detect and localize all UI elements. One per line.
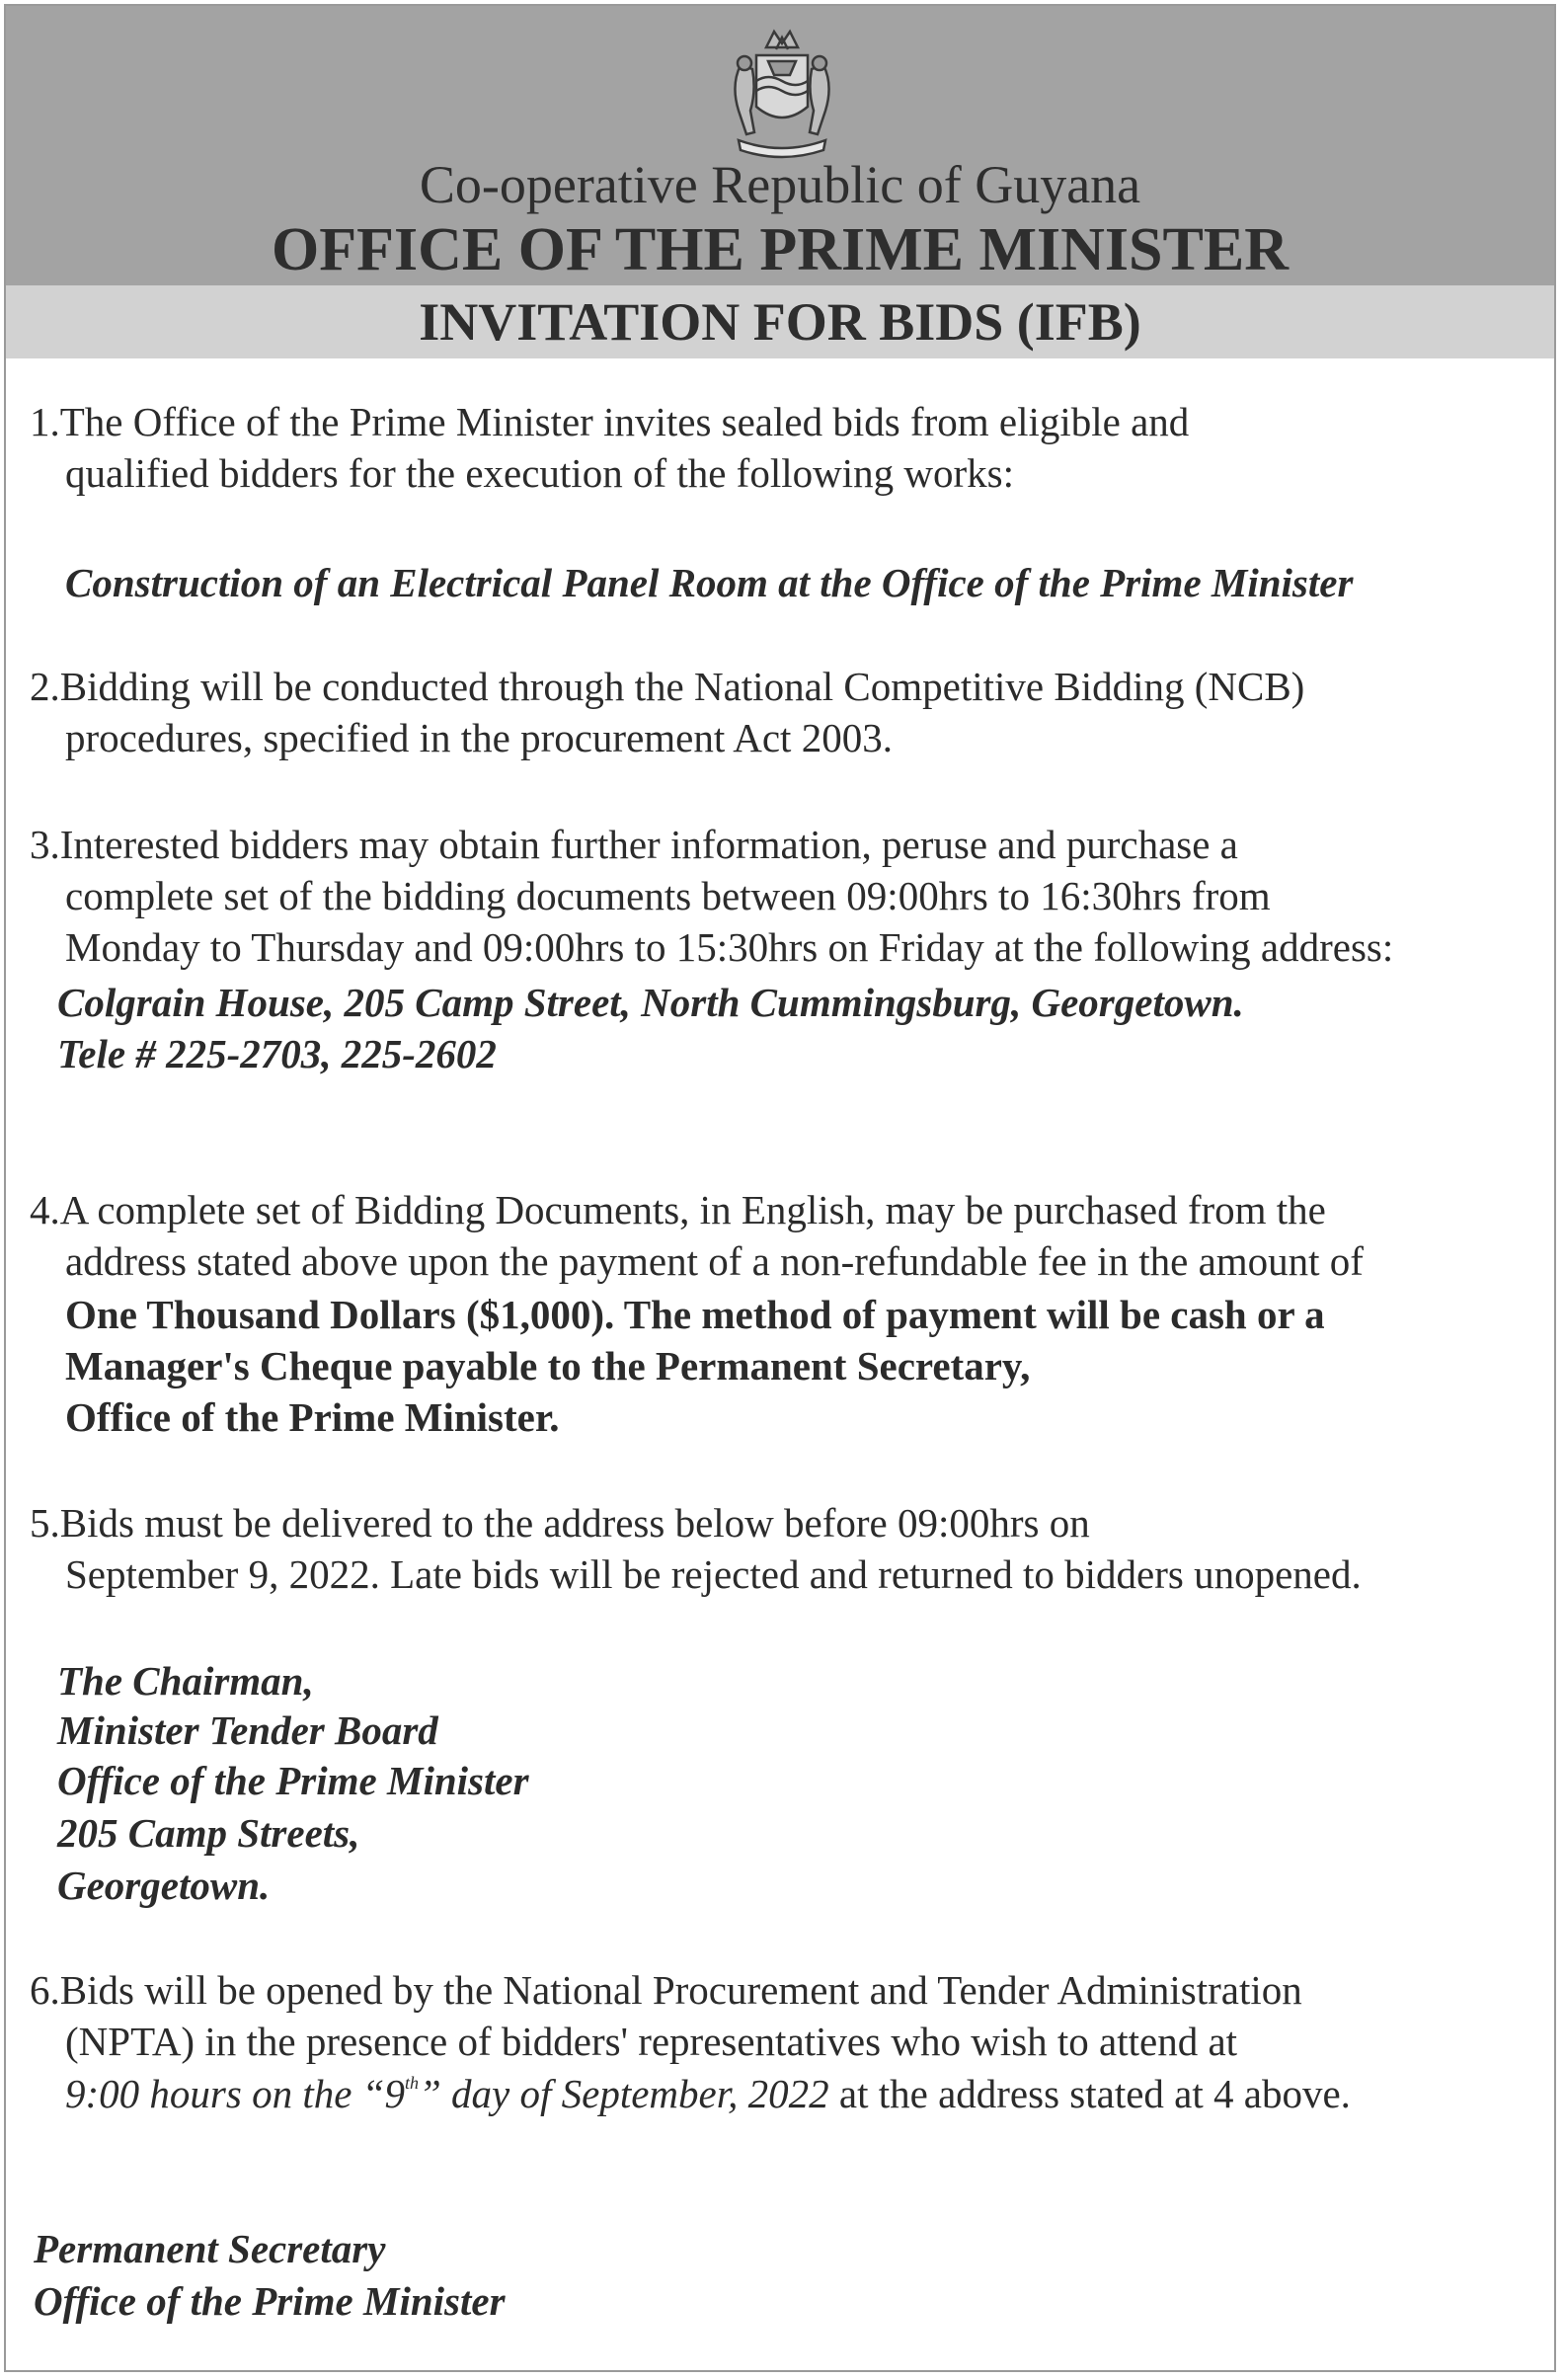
notice-frame xyxy=(4,4,1556,2372)
address-line1: The Chairman, xyxy=(57,1658,314,1704)
coat-of-arms-icon xyxy=(717,26,847,164)
notice-title: INVITATION FOR BIDS (IFB) xyxy=(419,292,1141,352)
country-name: Co-operative Republic of Guyana xyxy=(419,155,1141,214)
item4-line5: Office of the Prime Minister. xyxy=(65,1394,560,1440)
address-line5: Georgetown. xyxy=(57,1863,271,1908)
office-name: OFFICE OF THE PRIME MINISTER xyxy=(272,216,1289,283)
item3-line1: 3.Interested bidders may obtain further information, peruse and purchase a xyxy=(30,822,1238,867)
address-line2: Minister Tender Board xyxy=(57,1707,438,1753)
title-band xyxy=(6,285,1554,358)
item5-line2: September 9, 2022. Late bids will be rejected and returned to bidders unopened. xyxy=(65,1551,1362,1597)
address-line3: Office of the Prime Minister xyxy=(57,1758,529,1803)
opening-location: at the address stated at 4 above. xyxy=(828,2071,1351,2116)
opening-time-a: 9:00 hours on the “9 xyxy=(65,2071,405,2116)
item4-line4: Manager's Cheque payable to the Permanent Secretary, xyxy=(65,1343,1031,1388)
item2-line1: 2.Bidding will be conducted through the National Competitive Bidding (NCB) xyxy=(30,664,1305,709)
signature-office: Office of the Prime Minister xyxy=(34,2278,506,2324)
signature-title: Permanent Secretary xyxy=(34,2226,386,2271)
item2-line2: procedures, specified in the procurement Act 2003. xyxy=(65,715,893,760)
header-band xyxy=(6,6,1554,285)
phone-numbers: Tele # 225-2703, 225-2602 xyxy=(57,1031,497,1076)
item1-line1: 1.The Office of the Prime Minister invites sealed bids from eligible and xyxy=(30,399,1190,444)
address-line4: 205 Camp Streets, xyxy=(57,1810,360,1856)
opening-time-b: ” day of September, 2022 xyxy=(418,2071,829,2116)
ordinal-suffix: th xyxy=(404,2073,419,2094)
item6-line2: (NPTA) in the presence of bidders' representatives who wish to attend at xyxy=(65,2019,1238,2064)
item3-line3: Monday to Thursday and 09:00hrs to 15:30hrs on Friday at the following address: xyxy=(65,924,1394,970)
item1-line2: qualified bidders for the execution of the following works: xyxy=(65,450,1014,496)
project-title: Construction of an Electrical Panel Room at the Office of the Prime Minister xyxy=(65,560,1354,605)
item4-line2: address stated above upon the payment of a non-refundable fee in the amount of xyxy=(65,1238,1364,1284)
item6-line1: 6.Bids will be opened by the National Procurement and Tender Administration xyxy=(30,1967,1302,2013)
item3-line2: complete set of the bidding documents between 09:00hrs to 16:30hrs from xyxy=(65,873,1271,918)
item4-line1: 4.A complete set of Bidding Documents, in English, may be purchased from the xyxy=(30,1187,1326,1232)
item5-line1: 5.Bids must be delivered to the address below before 09:00hrs on xyxy=(30,1500,1090,1546)
pickup-address: Colgrain House, 205 Camp Street, North Cummingsburg, Georgetown. xyxy=(57,980,1244,1025)
item6-line3 xyxy=(65,2068,1351,2119)
item4-line3: One Thousand Dollars ($1,000). The method of payment will be cash or a xyxy=(65,1292,1325,1337)
